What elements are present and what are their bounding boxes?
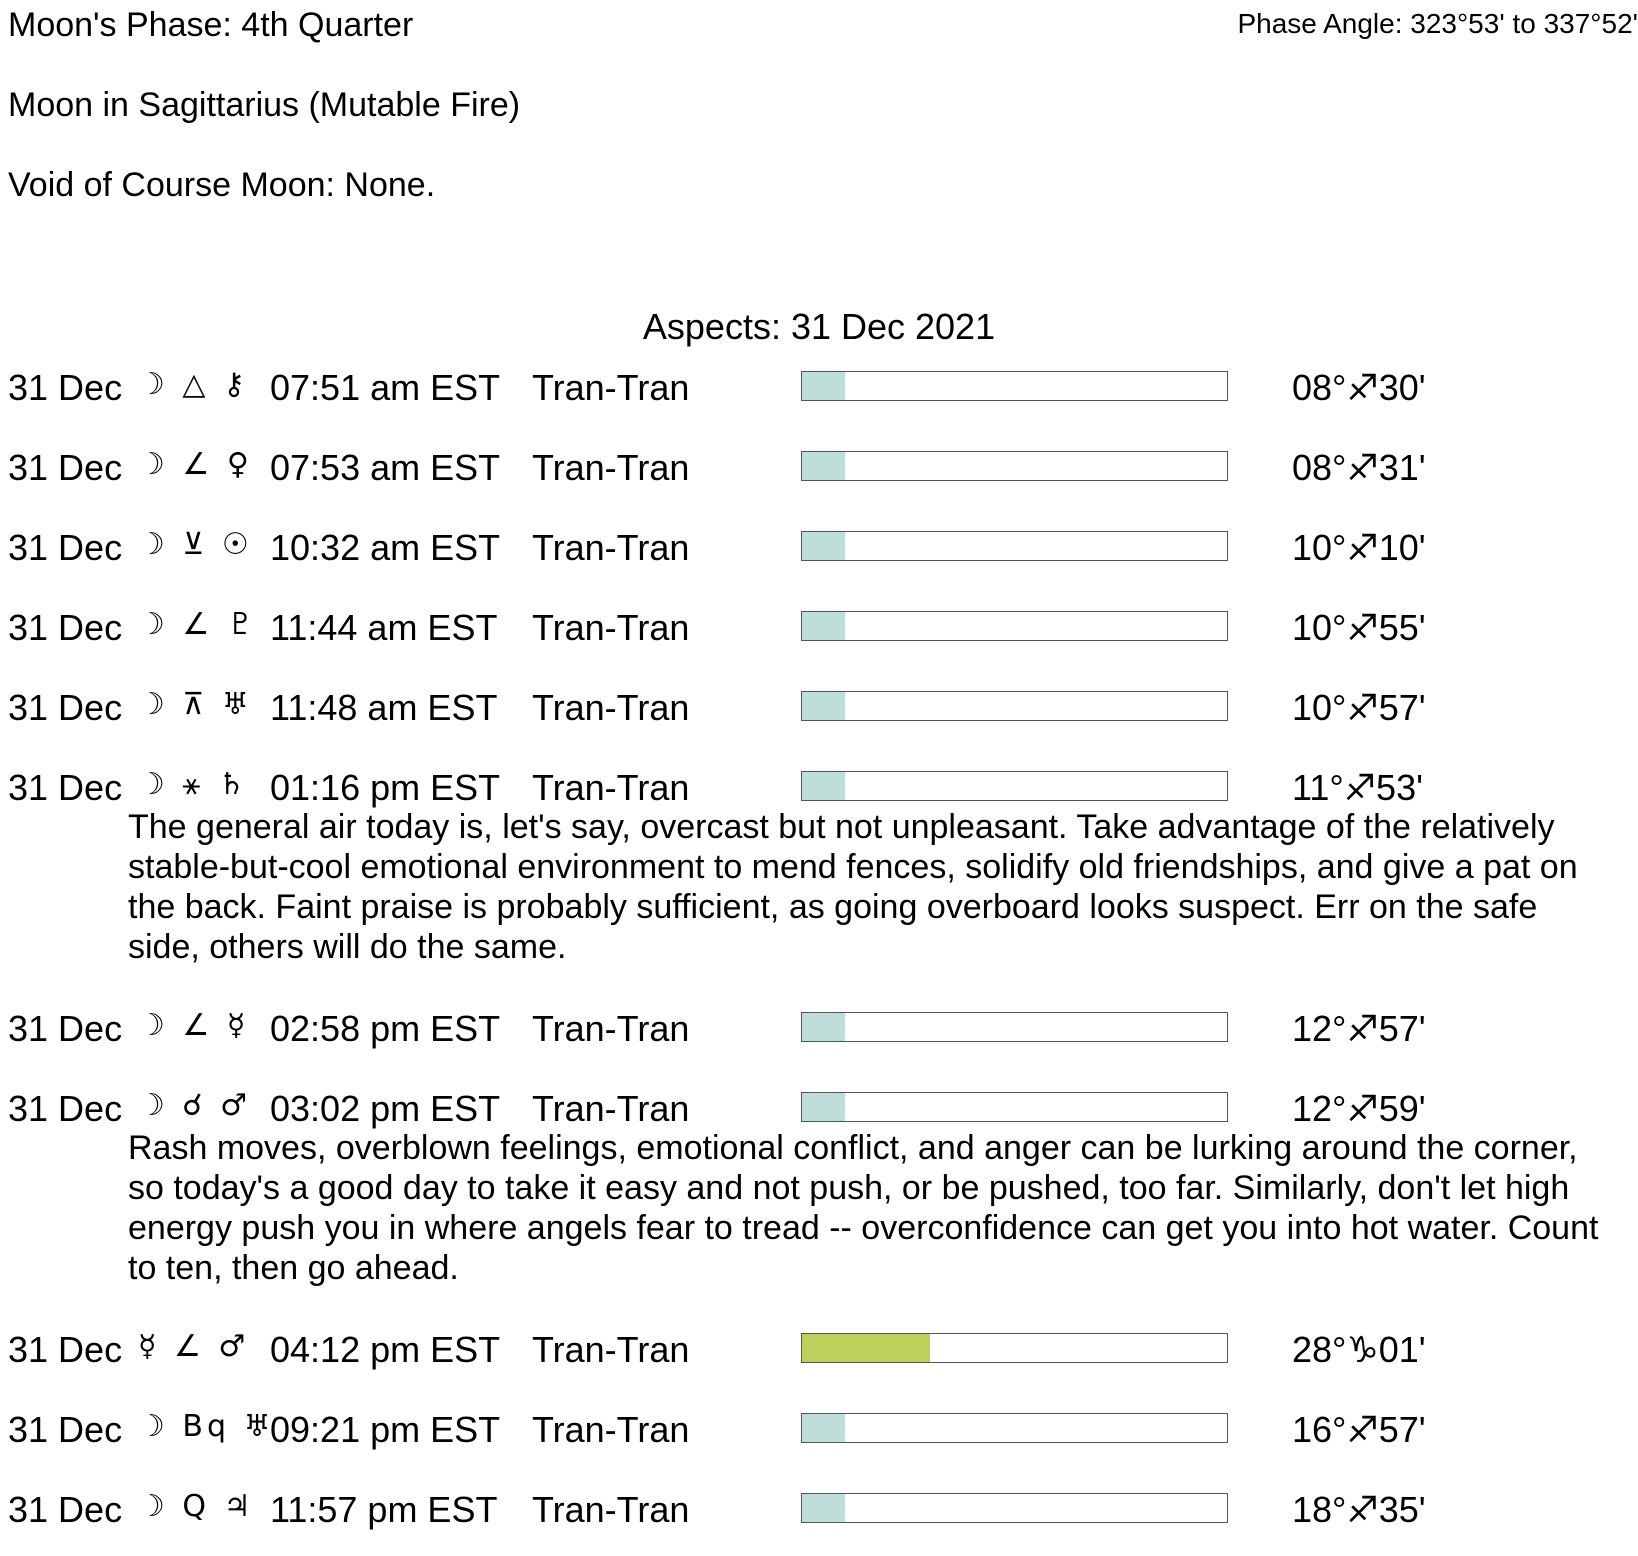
- strength-bar-fill: [802, 692, 845, 720]
- aspect-position: 10°♐55': [1292, 607, 1426, 648]
- aspect-row: [0, 1088, 1638, 1130]
- strength-bar-fill: [802, 772, 845, 800]
- aspect-row: [0, 1489, 1638, 1531]
- aspect-date: 31 Dec: [8, 1008, 123, 1049]
- strength-bar-fill: [802, 1494, 845, 1522]
- aspect-glyphs: ☿ ∠ ♂: [138, 1329, 250, 1364]
- aspect-time: 11:48 am EST: [270, 687, 498, 728]
- strength-bar: [801, 1333, 1228, 1363]
- aspect-glyphs: ☽ ⚹ ♄: [138, 767, 249, 802]
- strength-bar: [801, 771, 1228, 801]
- aspect-date: 31 Dec: [8, 1329, 123, 1370]
- aspect-row: [0, 687, 1638, 729]
- aspect-date: 31 Dec: [8, 687, 123, 728]
- strength-bar-fill: [802, 452, 845, 480]
- aspect-row: [0, 1329, 1638, 1371]
- strength-bar-fill: [802, 612, 845, 640]
- aspect-date: 31 Dec: [8, 767, 123, 808]
- aspect-kind: Tran-Tran: [532, 1088, 690, 1129]
- strength-bar: [801, 451, 1228, 481]
- aspect-position: 16°♐57': [1292, 1409, 1426, 1450]
- aspect-row: [0, 1008, 1638, 1050]
- aspect-position: 11°♐53': [1292, 767, 1423, 808]
- strength-bar-fill: [802, 1414, 845, 1442]
- aspect-kind: Tran-Tran: [532, 367, 690, 408]
- aspect-kind: Tran-Tran: [532, 1329, 690, 1370]
- aspect-row: [0, 447, 1638, 489]
- interpretation-text: Rash moves, overblown feelings, emotional conflict, and anger can be lurking around the corner, so today's a good day to take it easy and not push, or be pushed, too far. Similarly, don't let high energy push you in where angels fear to tread -- overconfidence can get you into hot water. Count to ten, then go ahead.: [128, 1129, 1599, 1287]
- aspect-row: [0, 1409, 1638, 1451]
- aspect-row: [0, 607, 1638, 649]
- aspect-glyphs: ☽ ⊻ ☉: [138, 527, 253, 562]
- aspect-time: 02:58 pm EST: [270, 1008, 501, 1049]
- moon-phase: Moon's Phase: 4th Quarter: [8, 6, 414, 44]
- aspects-title: Aspects: 31 Dec 2021: [642, 306, 996, 347]
- aspect-row: [0, 367, 1638, 409]
- strength-bar: [801, 1012, 1228, 1042]
- aspect-time: 04:12 pm EST: [270, 1329, 501, 1370]
- interpretation-text: The general air today is, let's say, overcast but not unpleasant. Take advantage of the relatively stable-but-cool emotional environment to mend fences, solidify old friendships, and give a pat on the back. Faint praise is probably sufficient, as going overboard looks suspect. Err on the safe side, others will do the same.: [128, 808, 1578, 966]
- moon-sign: Moon in Sagittarius (Mutable Fire): [8, 86, 521, 124]
- strength-bar-fill: [802, 1093, 845, 1121]
- strength-bar: [801, 371, 1228, 401]
- aspect-date: 31 Dec: [8, 447, 123, 488]
- aspect-date: 31 Dec: [8, 1409, 123, 1450]
- strength-bar-fill: [802, 1334, 930, 1362]
- strength-bar-fill: [802, 372, 845, 400]
- aspect-position: 08°♐30': [1292, 367, 1426, 408]
- aspect-kind: Tran-Tran: [532, 1489, 690, 1530]
- phase-angle: Phase Angle: 323°53' to 337°52': [1237, 8, 1638, 39]
- aspect-kind: Tran-Tran: [532, 527, 690, 568]
- aspect-position: 10°♐10': [1292, 527, 1426, 568]
- aspect-time: 07:53 am EST: [270, 447, 501, 488]
- strength-bar-fill: [802, 1013, 845, 1041]
- aspect-position: 10°♐57': [1292, 687, 1426, 728]
- aspect-date: 31 Dec: [8, 1489, 123, 1530]
- strength-bar: [801, 1413, 1228, 1443]
- aspect-time: 11:44 am EST: [270, 607, 498, 648]
- strength-bar: [801, 691, 1228, 721]
- aspect-date: 31 Dec: [8, 607, 123, 648]
- void-of-course: Void of Course Moon: None.: [8, 166, 436, 204]
- aspect-kind: Tran-Tran: [532, 687, 690, 728]
- aspect-time: 07:51 am EST: [270, 367, 501, 408]
- aspect-kind: Tran-Tran: [532, 1409, 690, 1450]
- aspect-kind: Tran-Tran: [532, 767, 690, 808]
- aspect-kind: Tran-Tran: [532, 1008, 690, 1049]
- strength-bar: [801, 1092, 1228, 1122]
- strength-bar-fill: [802, 532, 845, 560]
- aspect-time: 03:02 pm EST: [270, 1088, 501, 1129]
- strength-bar: [801, 531, 1228, 561]
- aspect-time: 11:57 pm EST: [270, 1489, 498, 1530]
- aspect-kind: Tran-Tran: [532, 447, 690, 488]
- aspect-kind: Tran-Tran: [532, 607, 690, 648]
- aspect-position: 08°♐31': [1292, 447, 1426, 488]
- aspect-glyphs: ☽ ⊼ ♅: [138, 687, 253, 722]
- aspect-glyphs: ☽ ∠ ♀: [138, 447, 253, 482]
- aspect-position: 12°♐57': [1292, 1008, 1426, 1049]
- aspect-glyphs: ☽ ∠ ♇: [138, 607, 258, 642]
- strength-bar: [801, 611, 1228, 641]
- aspect-time: 01:16 pm EST: [270, 767, 501, 808]
- aspect-glyphs: ☽ △ ⚷: [138, 367, 250, 402]
- strength-bar: [801, 1493, 1228, 1523]
- aspect-glyphs: ☽ Q ♃: [138, 1489, 255, 1524]
- aspect-time: 10:32 am EST: [270, 527, 501, 568]
- aspect-row: [0, 767, 1638, 809]
- aspect-date: 31 Dec: [8, 367, 123, 408]
- aspect-glyphs: ☽ ∠ ☿: [138, 1008, 250, 1043]
- aspect-date: 31 Dec: [8, 1088, 123, 1129]
- aspect-position: 28°♑01': [1292, 1329, 1426, 1370]
- aspect-glyphs: ☽ Bq ♅: [138, 1409, 275, 1444]
- aspect-position: 12°♐59': [1292, 1088, 1426, 1129]
- aspect-time: 09:21 pm EST: [270, 1409, 501, 1450]
- aspect-date: 31 Dec: [8, 527, 123, 568]
- aspect-row: [0, 527, 1638, 569]
- aspect-position: 18°♐35': [1292, 1489, 1426, 1530]
- aspect-glyphs: ☽ ☌ ♂: [138, 1088, 252, 1123]
